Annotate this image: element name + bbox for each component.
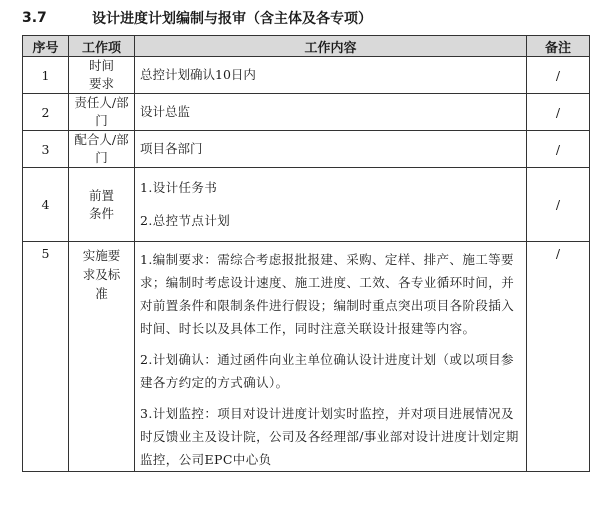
table-row bbox=[23, 242, 590, 472]
header-no: 序号 bbox=[23, 36, 69, 57]
row-number: 1 bbox=[23, 57, 69, 94]
header-remark: 备注 bbox=[527, 36, 590, 57]
content-text: 设计总监 bbox=[140, 104, 191, 119]
table-row bbox=[23, 94, 590, 131]
work-item-table bbox=[22, 35, 590, 472]
row-item bbox=[69, 242, 135, 472]
row-item bbox=[69, 131, 135, 168]
row-content bbox=[135, 168, 527, 242]
row-item bbox=[69, 57, 135, 94]
row-content bbox=[135, 131, 527, 168]
row-remark: / bbox=[527, 168, 590, 242]
row-item bbox=[69, 168, 135, 242]
row-remark: / bbox=[527, 242, 590, 472]
row-item-label: 责任人/部门 bbox=[74, 95, 129, 128]
row-item-label: 时间要求 bbox=[88, 58, 114, 91]
row-number: 2 bbox=[23, 94, 69, 131]
row-number: 3 bbox=[23, 131, 69, 168]
row-content bbox=[135, 242, 527, 472]
table-row bbox=[23, 57, 590, 94]
row-number: 4 bbox=[23, 168, 69, 242]
row-remark: / bbox=[527, 94, 590, 131]
table-row bbox=[23, 168, 590, 242]
row-content bbox=[135, 57, 527, 94]
row-item-label: 实施要求及标准 bbox=[82, 248, 121, 301]
header-item: 工作项 bbox=[69, 36, 135, 57]
table-row bbox=[23, 131, 590, 168]
row-number: 5 bbox=[23, 242, 69, 472]
row-remark: / bbox=[527, 57, 590, 94]
content-item: 1.编制要求：需综合考虑报批报建、采购、定样、排产、施工等要求；编制时考虑设计速度、施工进度、工效、各专业循环时间，并对前置条件和限制条件进行假设；编制时重点突出项目各阶段插入时间、时长以及具体工作，同时注意关联设计报建等内容。 bbox=[140, 252, 515, 336]
content-item: 1.设计任务书 bbox=[140, 180, 218, 195]
row-item-label: 前置条件 bbox=[88, 187, 114, 221]
content-item: 2.总控节点计划 bbox=[140, 213, 231, 228]
section-heading bbox=[22, 6, 372, 30]
content-text: 总控计划确认10日内 bbox=[140, 67, 256, 82]
header-content: 工作内容 bbox=[135, 36, 527, 57]
section-number: 3.7 bbox=[22, 10, 47, 26]
section-title: 设计进度计划编制与报审（含主体及各专项） bbox=[92, 11, 372, 27]
row-content bbox=[135, 94, 527, 131]
content-item: 2.计划确认：通过函件向业主单位确认设计进度计划（或以项目参建各方约定的方式确认）。 bbox=[140, 352, 514, 390]
row-item-label: 配合人/部门 bbox=[74, 132, 129, 165]
row-remark: / bbox=[527, 131, 590, 168]
row-item bbox=[69, 94, 135, 131]
table-header-row bbox=[23, 36, 590, 57]
content-item: 3.计划监控：项目对设计进度计划实时监控，并对项目进展情况及时反馈业主及设计院，公司及各经理部/事业部对设计进度计划定期监控，公司EPC中心负 bbox=[140, 406, 519, 467]
content-text: 项目各部门 bbox=[140, 141, 203, 156]
